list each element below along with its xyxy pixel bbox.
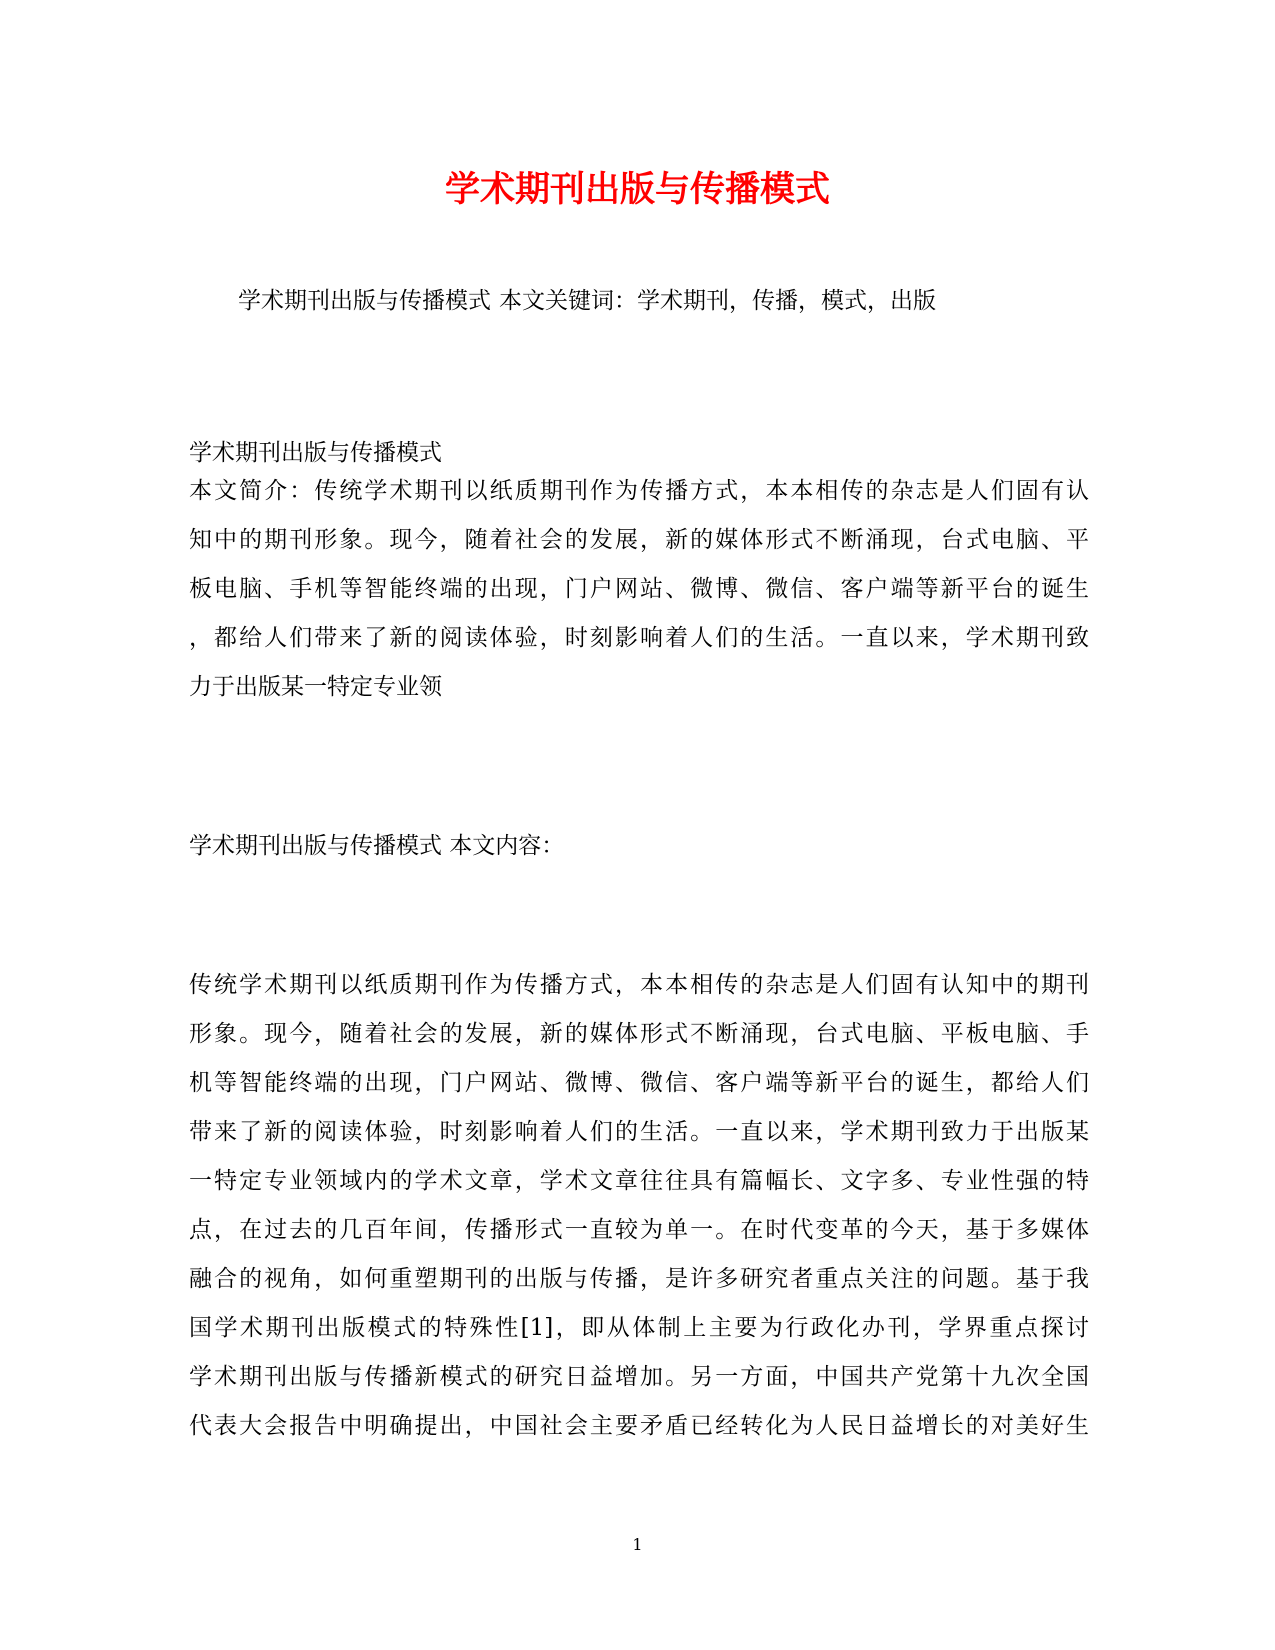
page-number: 1 xyxy=(632,1535,643,1554)
content-line: 机等智能终端的出现，门户网站、微博、微信、客户端等新平台的诞生，都给人们 xyxy=(189,1070,1089,1096)
document-title: 学术期刊出版与传播模式 xyxy=(444,169,830,210)
content-line: 学术期刊出版与传播新模式的研究日益增加。另一方面，中国共产党第十九次全国 xyxy=(189,1364,1089,1390)
summary-line: ，都给人们带来了新的阅读体验，时刻影响着人们的生活。一直以来，学术期刊致 xyxy=(189,625,1089,651)
summary-line: 本文简介：传统学术期刊以纸质期刊作为传播方式，本本相传的杂志是人们固有认 xyxy=(189,478,1089,504)
content-line: 融合的视角，如何重塑期刊的出版与传播，是许多研究者重点关注的问题。基于我 xyxy=(189,1266,1089,1292)
content-line: 传统学术期刊以纸质期刊作为传播方式，本本相传的杂志是人们固有认知中的期刊 xyxy=(189,972,1089,998)
summary-paragraph xyxy=(189,467,1089,712)
summary-line: 力于出版某一特定专业领 xyxy=(189,674,442,700)
summary-line: 知中的期刊形象。现今，随着社会的发展，新的媒体形式不断涌现，台式电脑、平 xyxy=(189,527,1089,553)
content-heading xyxy=(189,822,1089,871)
keywords-line xyxy=(238,285,936,317)
content-line: 国学术期刊出版模式的特殊性[1]，即从体制上主要为行政化办刊，学界重点探讨 xyxy=(189,1315,1089,1341)
content-paragraph xyxy=(189,961,1089,1451)
content-line: 带来了新的阅读体验，时刻影响着人们的生活。一直以来，学术期刊致力于出版某 xyxy=(189,1119,1089,1145)
content-line: 点，在过去的几百年间，传播形式一直较为单一。在时代变革的今天，基于多媒体 xyxy=(189,1217,1089,1243)
keywords-label: 本文关键词：学术期刊，传播，模式，出版 xyxy=(499,288,936,314)
content-line: 代表大会报告中明确提出，中国社会主要矛盾已经转化为人民日益增长的对美好生 xyxy=(189,1413,1089,1439)
content-line: 一特定专业领域内的学术文章，学术文章往往具有篇幅长、文字多、专业性强的特 xyxy=(189,1168,1089,1194)
content-heading-text: 学术期刊出版与传播模式 本文内容： xyxy=(189,833,565,859)
keywords-lead: 学术期刊出版与传播模式 xyxy=(238,288,491,314)
summary-line: 板电脑、手机等智能终端的出现，门户网站、微博、微信、客户端等新平台的诞生 xyxy=(189,576,1089,602)
content-line: 形象。现今，随着社会的发展，新的媒体形式不断涌现，台式电脑、平板电脑、手 xyxy=(189,1021,1089,1047)
summary-heading-text: 学术期刊出版与传播模式 xyxy=(189,440,442,466)
